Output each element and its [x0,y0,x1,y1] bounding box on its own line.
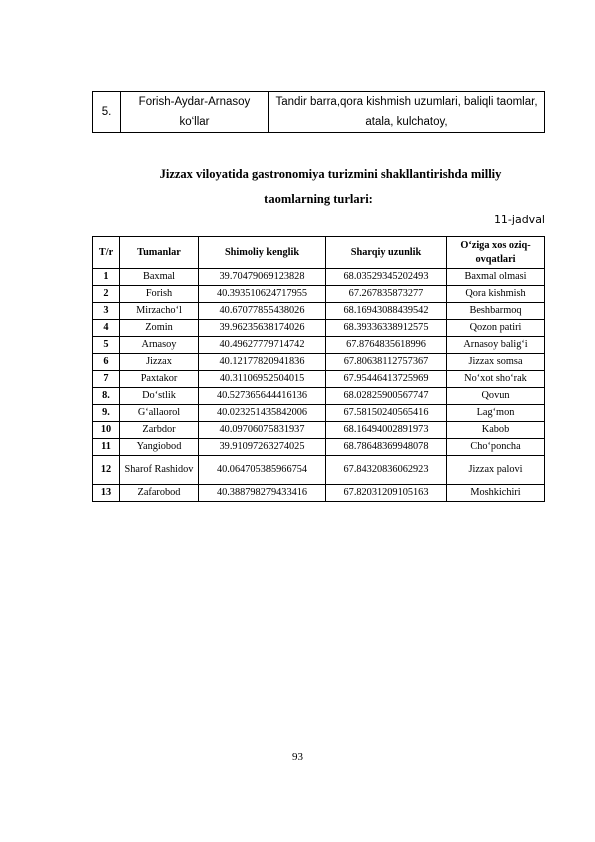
food-cell: Jizzax somsa [447,354,545,371]
index-cell: 3 [93,303,120,320]
index-cell: 5 [93,337,120,354]
header-district: Tumanlar [120,237,199,269]
table-caption: 11-jadval [493,213,545,226]
longitude-cell: 67.80638112757367 [326,354,447,371]
food-cell: Arnasoy balig‘i [447,337,545,354]
latitude-cell: 40.527365644416136 [199,388,326,405]
table-row [93,269,545,286]
food-cell: Jizzax palovi [447,456,545,485]
food-cell: Beshbarmoq [447,303,545,320]
latitude-cell: 40.31106952504015 [199,371,326,388]
header-food: O‘ziga xos oziq-ovqatlari [447,237,545,269]
food-cell: No‘xot sho‘rak [447,371,545,388]
index-cell: 2 [93,286,120,303]
district-cell: Zarbdor [120,422,199,439]
district-cell: Jizzax [120,354,199,371]
latitude-cell: 39.91097263274025 [199,439,326,456]
previous-table-continuation [92,91,545,133]
table-header-row [93,237,545,269]
district-cell: Paxtakor [120,371,199,388]
latitude-cell: 40.393510624717955 [199,286,326,303]
table-row [93,439,545,456]
food-cell: Cho‘poncha [447,439,545,456]
latitude-cell: 40.09706075831937 [199,422,326,439]
longitude-cell: 68.03529345202493 [326,269,447,286]
longitude-cell: 68.16494002891973 [326,422,447,439]
food-cell: Kabob [447,422,545,439]
table-row [93,456,545,485]
table-row [93,286,545,303]
latitude-cell: 40.388798279433416 [199,485,326,502]
table-row [93,388,545,405]
latitude-cell: 39.96235638174026 [199,320,326,337]
longitude-cell: 68.02825900567747 [326,388,447,405]
food-cell: Moshkichiri [447,485,545,502]
longitude-cell: 67.267835873277 [326,286,447,303]
index-cell: 8. [93,388,120,405]
index-cell: 10 [93,422,120,439]
latitude-cell: 40.12177820941836 [199,354,326,371]
index-cell: 13 [93,485,120,502]
latitude-cell: 40.49627779714742 [199,337,326,354]
longitude-cell: 67.8764835618996 [326,337,447,354]
header-latitude: Shimoliy kenglik [199,237,326,269]
index-cell: 1 [93,269,120,286]
longitude-cell: 68.16943088439542 [326,303,447,320]
district-cell: Mirzacho‘l [120,303,199,320]
region-cell: Forish-Aydar-Arnasoy ko‘llar [121,92,269,133]
latitude-cell: 39.70479069123828 [199,269,326,286]
index-cell: 11 [93,439,120,456]
table-row [93,422,545,439]
table-row [93,337,545,354]
longitude-cell: 67.84320836062923 [326,456,447,485]
index-cell: 6 [93,354,120,371]
longitude-cell: 67.58150240565416 [326,405,447,422]
index-cell: 12 [93,456,120,485]
district-cell: Forish [120,286,199,303]
latitude-cell: 40.023251435842006 [199,405,326,422]
table-row [93,354,545,371]
food-cell: Lag‘mon [447,405,545,422]
index-cell: 7 [93,371,120,388]
latitude-cell: 40.064705385966754 [199,456,326,485]
table-row [93,92,545,133]
row-number: 5. [93,92,121,133]
food-cell: Qozon patiri [447,320,545,337]
table-row [93,371,545,388]
latitude-cell: 40.67077855438026 [199,303,326,320]
district-cell: G‘allaorol [120,405,199,422]
district-cell: Do‘stlik [120,388,199,405]
header-index: T/r [93,237,120,269]
header-longitude: Sharqiy uzunlik [326,237,447,269]
district-cell: Zomin [120,320,199,337]
page-number: 93 [292,751,303,763]
food-cell: Qovun [447,388,545,405]
heading-line-2: taomlarning turlari: [264,192,373,206]
district-cell: Arnasoy [120,337,199,354]
district-cell: Yangiobod [120,439,199,456]
description-cell: Tandir barra,qora kishmish uzumlari, baliqli taomlar, atala, kulchatoy, [269,92,545,133]
table-row [93,320,545,337]
district-cell: Sharof Rashidov [120,456,199,485]
index-cell: 4 [93,320,120,337]
districts-table [92,236,545,502]
table-row [93,303,545,320]
table-row [93,485,545,502]
longitude-cell: 67.82031209105163 [326,485,447,502]
district-cell: Zafarobod [120,485,199,502]
food-cell: Qora kishmish [447,286,545,303]
district-cell: Baxmal [120,269,199,286]
food-cell: Baxmal olmasi [447,269,545,286]
heading-line-1: Jizzax viloyatida gastronomiya turizmini shakllantirishda milliy [159,167,502,181]
section-heading [92,162,545,212]
index-cell: 9. [93,405,120,422]
table-row [93,405,545,422]
longitude-cell: 68.39336338912575 [326,320,447,337]
longitude-cell: 68.78648369948078 [326,439,447,456]
longitude-cell: 67.95446413725969 [326,371,447,388]
